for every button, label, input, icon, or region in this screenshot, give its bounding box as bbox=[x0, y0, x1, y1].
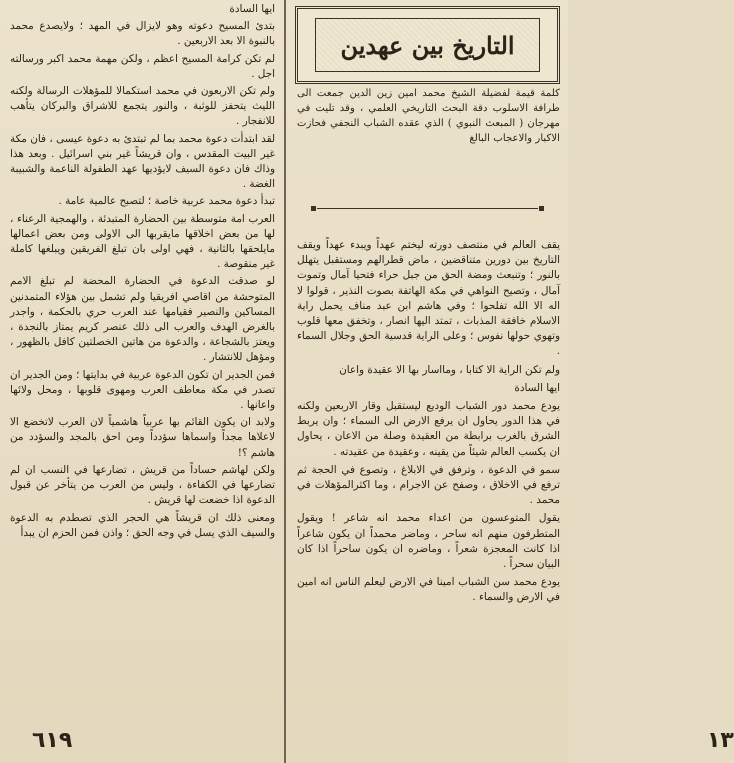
right-column bbox=[287, 0, 734, 763]
paragraph: ولكن لهاشم حساداً من قريش ، تضارعها في النسب ان لم تضارعها في الكفاءة ، وليس من العرب من يتأخر عن قبول الدعوة اذا خضعت لها قريش . bbox=[10, 463, 275, 507]
paragraph: ايها السادة bbox=[514, 381, 560, 394]
column-divider bbox=[284, 0, 286, 763]
paragraph: سمو في الدعوة ، وترفق في الابلاغ ، وتصوع في الحجة ثم ترفع في الاخلاق ، وصفح عن الاجرام ، وما اكثرالمؤهلات في محمد . bbox=[297, 463, 560, 507]
title-frame bbox=[315, 18, 540, 72]
paragraph: يودع محمد سن الشباب امينا في الارض ليعلم الناس انه امين في الارض والسماء . bbox=[297, 576, 560, 604]
left-column bbox=[0, 0, 283, 763]
section-separator bbox=[317, 208, 538, 210]
right-column-text bbox=[287, 238, 568, 609]
paragraph: يودع محمد دور الشباب الوديع ليستقبل وقار الاربعين ولكنه في هذا الدور يحاول ان يرفع الارض الى السماء ؛ وان يربط الشرق بالغرب برابطة من العقيدة وصلة من الاعان ، يحاول ان يكسب العالم شيئاً من يقينه ، وعقيدة من عقيدته . bbox=[297, 400, 560, 458]
left-page-number: ٦١٩ bbox=[32, 728, 73, 753]
left-column-text bbox=[0, 2, 283, 543]
right-page-number: ١٣ bbox=[707, 728, 734, 753]
paragraph: تبدأ دعوة محمد عربية خاصة ؛ لتصبح عالمية عامة . bbox=[58, 195, 275, 208]
paragraph: العرب امة متوسطة بين الحضارة المتبدئة ، والهمجية الرعناء ، لها من بعض اخلاقها مايقربها الى الاولى ومن بعض اعمالها مايلحقها بالثانية ، فهي اولى بان تبلغ الفريقين ويبلغها كاملة غير منقوصة . bbox=[10, 212, 275, 271]
paragraph: يقف العالم في منتصف دورته ليختم عهداً ويبدء عهداً ويقف التاريخ بين دورين متناقضين ، ماض قطرالهم ومستقبل يتهلل بالنور ؛ وتنبعث ومضة الحق من جبل حراء فتحيا آمال وتموت آمال ، وتصيح النواهي في مكة الهاتفة بصوت النذير ، قولوا لا اله الا الله تفلحوا ؛ وفي هاشم ابن عبد مناف يحمل راية الاسلام خافقة المذبات ، تمتد اليها انصار ، وتخفق معها قلوب وتهوي حولها نفوس ؛ وعلى الراية قدسية الحق وجلال السماء . bbox=[297, 239, 560, 358]
paragraph: لو صدقت الدعوة في الحضارة المحضة لم تبلغ الامم المتوحشة من اقاصي افريقيا ولم تشمل بين هؤلاء المتمدنين المساكين والنصير فقيامها عند العرب حري بالحكمة ، واجدر بالغرض الهدف والعرب الى ذلك عنصر كريم يمتاز بالنجدة ، ويعتز بالشجاعة ، والدعوة من هاتين الخصلتين كافل بالظهور ، ومؤهل للانتشار . bbox=[10, 275, 275, 364]
paragraph: لم تكن كرامة المسيح اعظم ، ولكن مهمة محمد اكبر ورسالته اجل . bbox=[10, 52, 275, 80]
paragraph: ولم تكن الراية الا كتابا ، ومااسار بها الا عقيدة واعان bbox=[339, 363, 560, 376]
article-intro bbox=[287, 86, 568, 146]
article-title: التاريخ بين عهدين bbox=[340, 30, 515, 60]
intro-text: كلمة قيمة لفضيلة الشيخ محمد امين زين الدين جمعت الى طرافة الاسلوب دقة البحث التاريخي العلمي ، وقد تليت في مهرجان ( المبعث النبوي ) الذي عقده الشباب النجفي فحازت الاكبار والاعجاب البالغ bbox=[297, 88, 560, 144]
paragraph: لقد ابتدأت دعوة محمد بما لم تبتدئ به دعوة عيسى ، فان مكة غير البيت المقدس ، وان قريشاً غير بني اسرائيل . وبعد هذا وذاك فان دعوة السيف لايؤديها عهد الطفولة الناعمة والشبيبة الغضة . bbox=[10, 132, 275, 191]
paragraph: ولابد ان يكون القائم بها عربياً هاشمياً لان العرب لاتخضع الا لاعلاها مجداً واسماها سؤدداً ومن احق بالمجد والسؤدد من هاشم ؟! bbox=[10, 416, 275, 459]
paragraph: فمن الجدير ان تكون الدعوة عربية في بدايتها ؛ ومن الجدير ان تصدر في مكة معاطف العرب ومهوى قلوبها ، ومحل ولائها واعانها . bbox=[10, 368, 275, 412]
paragraph: يقول المتوعسون من اعداء محمد انه شاعر ! ويقول المتطرفون منهم انه ساحر ، وماضر محمداً ان يكون شاعراً اذا كانت المعجزة شعراً ، وماضره ان يكون ساحراً اذا كان البيان سحراً . bbox=[297, 512, 560, 571]
paragraph: بتدئ المسيح دعوته وهو لايزال في المهد ؛ ولايصدع محمد بالنبوة الا بعد الاربعين . bbox=[10, 20, 275, 48]
paragraph: ايها السادة bbox=[229, 3, 275, 15]
paragraph: ومعنى ذلك ان قريشاً هي الحجر الذي تصطدم به الدعوة والسيف الذي يسل في وجه الحق ؛ واذن فمن الحزم ان يبدأ bbox=[10, 511, 275, 539]
article-title-box bbox=[295, 6, 560, 84]
paragraph: ولم تكن الاربعون في محمد استكمالا للمؤهلات الرسالة ولكنه الليث يتحفز للوثبة ، والنور يتجمع للاشراق والبركان يتأهب للانفجار . bbox=[10, 85, 275, 128]
